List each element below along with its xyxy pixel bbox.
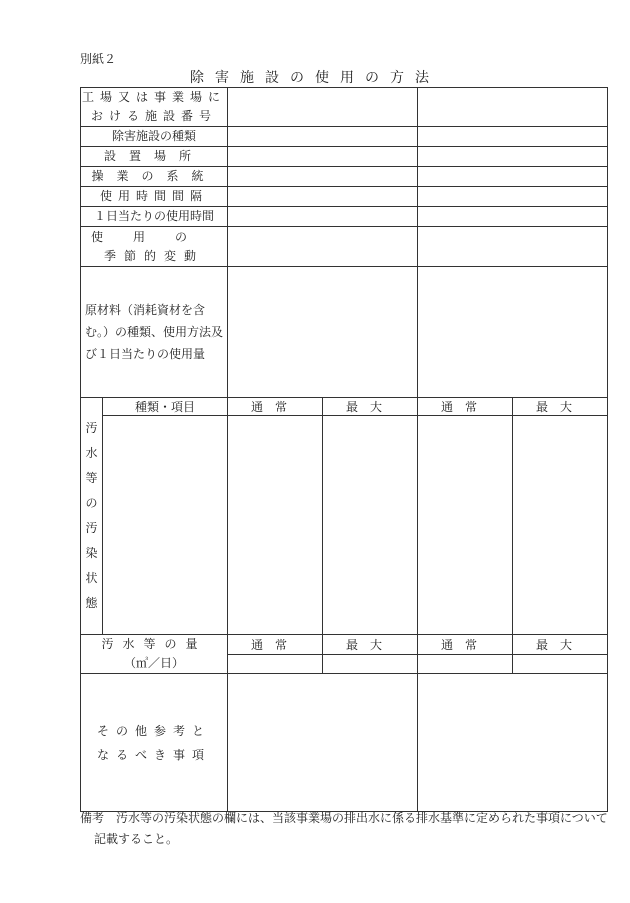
- facility-type-cell-1[interactable]: [228, 127, 418, 147]
- qty-normal-header-1: 通常: [228, 635, 323, 655]
- pollution-max-cell-1[interactable]: [323, 416, 418, 635]
- materials-label: 原材料（消耗資材を含む。）の種類、使用方法及び１日当たりの使用量: [81, 267, 228, 398]
- normal-header-2: 通常: [418, 398, 513, 416]
- normal-header-1: 通常: [228, 398, 323, 416]
- location-cell-1[interactable]: [228, 147, 418, 167]
- seasonal-variation-label: 使用の 季節的変動: [81, 227, 228, 267]
- facility-number-cell-1[interactable]: [228, 88, 418, 127]
- location-cell-2[interactable]: [418, 147, 608, 167]
- qty-max-header-1: 最大: [323, 635, 418, 655]
- page-title: 除害施設の使用の方法: [190, 70, 440, 86]
- usage-method-form: [80, 87, 608, 812]
- other-notes-cell-1[interactable]: [228, 674, 418, 812]
- other-notes-label: その他参考と なるべき事項: [81, 674, 228, 812]
- pollution-kind-cell[interactable]: [103, 416, 228, 635]
- seasonal-variation-cell-1[interactable]: [228, 227, 418, 267]
- pollution-normal-cell-2[interactable]: [418, 416, 513, 635]
- other-notes-cell-2[interactable]: [418, 674, 608, 812]
- location-label: 設置場所: [81, 147, 228, 167]
- operation-system-cell-1[interactable]: [228, 167, 418, 187]
- materials-cell-2[interactable]: [418, 267, 608, 398]
- operation-system-cell-2[interactable]: [418, 167, 608, 187]
- materials-cell-1[interactable]: [228, 267, 418, 398]
- seasonal-variation-cell-2[interactable]: [418, 227, 608, 267]
- kind-item-header: 種類・項目: [103, 398, 228, 416]
- qty-normal-cell-2[interactable]: [418, 654, 513, 674]
- remarks-text: 汚水等の汚染状態の欄には、当該事業場の排出水に係る排水基準に定められた事項について: [116, 811, 608, 825]
- daily-hours-cell-1[interactable]: [228, 207, 418, 227]
- max-header-2: 最大: [513, 398, 608, 416]
- usage-interval-cell-2[interactable]: [418, 187, 608, 207]
- pollution-normal-cell-1[interactable]: [228, 416, 323, 635]
- daily-hours-label: １日当たりの使用時間: [81, 207, 228, 227]
- facility-type-label: 除害施設の種類: [81, 127, 228, 147]
- wastewater-quantity-label: 汚水等の量 （㎥／日）: [81, 635, 228, 674]
- facility-type-cell-2[interactable]: [418, 127, 608, 147]
- qty-max-header-2: 最大: [513, 635, 608, 655]
- usage-interval-label: 使用時間間隔: [81, 187, 228, 207]
- remarks-prefix: 備考: [80, 811, 105, 825]
- usage-interval-cell-1[interactable]: [228, 187, 418, 207]
- attachment-label: 別紙２: [80, 52, 117, 66]
- qty-max-cell-2[interactable]: [513, 654, 608, 674]
- qty-normal-header-2: 通常: [418, 635, 513, 655]
- max-header-1: 最大: [323, 398, 418, 416]
- facility-number-label: 工場又は事業場に おける施設番号: [81, 88, 228, 127]
- qty-normal-cell-1[interactable]: [228, 654, 323, 674]
- operation-system-label: 操業の系統: [81, 167, 228, 187]
- remarks-text-continued: 記載すること。: [94, 832, 179, 846]
- facility-number-cell-2[interactable]: [418, 88, 608, 127]
- pollution-state-label: 汚 水 等 の 汚 染 状 態: [81, 398, 103, 635]
- pollution-max-cell-2[interactable]: [513, 416, 608, 635]
- qty-max-cell-1[interactable]: [323, 654, 418, 674]
- daily-hours-cell-2[interactable]: [418, 207, 608, 227]
- remarks-note: [80, 808, 610, 850]
